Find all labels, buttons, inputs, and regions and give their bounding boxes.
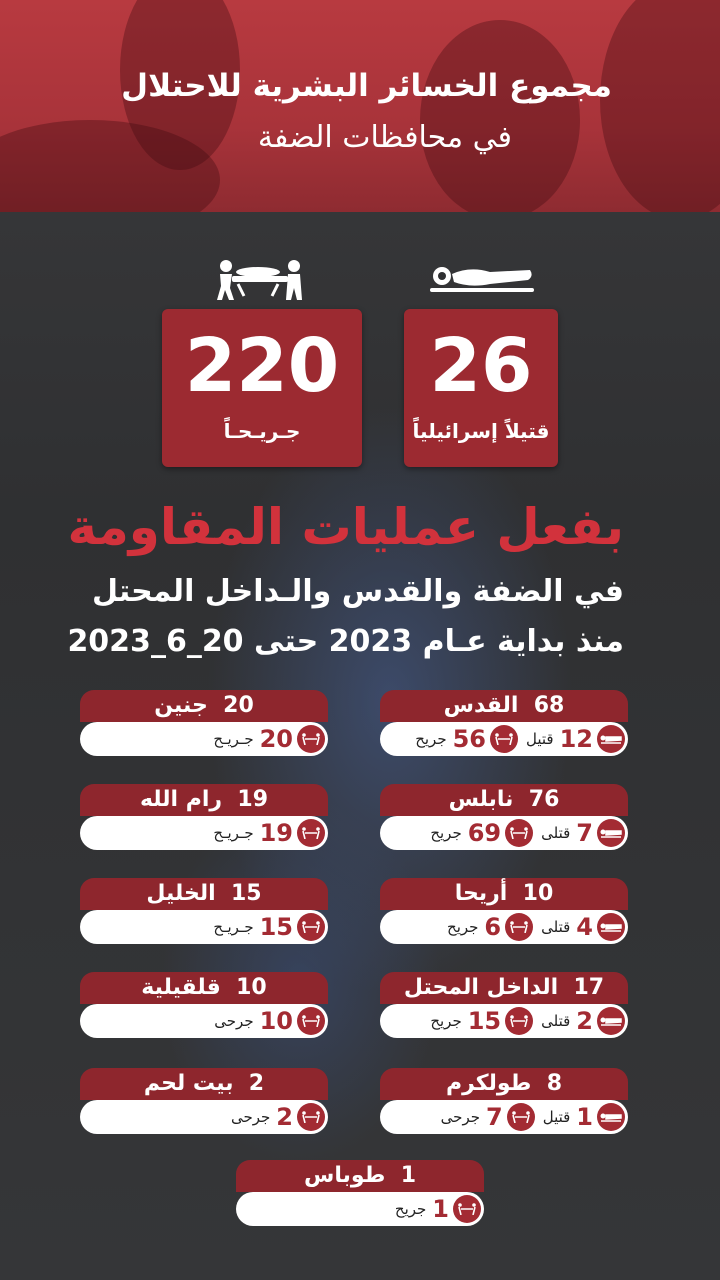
killed-label: قتيل: [542, 1108, 571, 1126]
wounded-label: جريح: [415, 730, 447, 748]
region-name: الداخل المحتل: [403, 975, 559, 1000]
wounded-label: جريح: [447, 918, 479, 936]
region-card-jericho: [380, 878, 628, 948]
region-card-jenin: [80, 690, 328, 760]
page-subtitle: في محافظات الضفة: [257, 120, 512, 155]
body-icon: [430, 262, 534, 300]
wounded-count: 56: [452, 725, 486, 753]
wounded-count: 6: [484, 913, 502, 941]
wounded-count: 15: [467, 1007, 502, 1035]
body-icon: [597, 819, 625, 847]
body-icon: [597, 725, 625, 753]
wounded-count: 10: [259, 1007, 293, 1035]
region-total: 15: [230, 881, 262, 906]
region-card-hebron: [80, 878, 328, 948]
wounded-count: 2: [276, 1103, 293, 1131]
wounded-label: جـريـح: [213, 730, 254, 748]
body-icon: [597, 913, 625, 941]
killed-label: قتلى: [541, 1012, 571, 1030]
region-total: 2: [248, 1071, 265, 1096]
region-total: 17: [573, 975, 605, 1000]
killed-count: 7: [576, 819, 593, 847]
region-name: نابلس: [448, 787, 514, 812]
date-line: منذ بداية عـام 2023 حتى 20_6_2023: [67, 624, 624, 659]
wounded-label: جريح: [430, 1012, 462, 1030]
killed-label: قتلى: [541, 824, 571, 842]
wounded-label: جرحى: [440, 1108, 480, 1126]
killed-total-value: 26: [429, 323, 533, 409]
wounded-count: 15: [259, 913, 293, 941]
stretcher-icon: [297, 725, 325, 753]
region-card-tulkarm: [380, 1068, 628, 1138]
region-card-bethlehem: [80, 1068, 328, 1138]
wounded-label: جرحى: [214, 1012, 254, 1030]
region-card-ramallah: [80, 784, 328, 854]
region-card-quds: [380, 690, 628, 760]
stretcher-icon: [490, 725, 518, 753]
stretcher-icon: [453, 1195, 481, 1223]
region-total: 8: [546, 1071, 563, 1096]
scope-line: في الضفة والقدس والـداخل المحتل: [92, 574, 624, 609]
stretcher-icon: [297, 1007, 325, 1035]
region-name: أريحا: [454, 881, 508, 906]
wounded-total-label: جـريـحـاً: [223, 419, 301, 443]
wounded-label: جـريـح: [213, 918, 254, 936]
region-total: 20: [223, 693, 254, 718]
wounded-count: 69: [467, 819, 502, 847]
stretcher-icon: [507, 1103, 535, 1131]
wounded-total-box: [162, 309, 362, 467]
wounded-count: 19: [259, 819, 293, 847]
region-name: طوباس: [303, 1163, 386, 1188]
body-icon: [597, 1007, 625, 1035]
region-name: القدس: [443, 693, 519, 718]
killed-total-label: قتيلاً إسرائيلياً: [412, 419, 550, 443]
page-title: مجموع الخسائر البشرية للاحتلال: [121, 68, 612, 104]
wounded-count: 20: [259, 725, 293, 753]
region-name: الخليل: [146, 881, 216, 906]
region-name: جنين: [154, 693, 208, 718]
region-name: قلقيلية: [141, 975, 221, 1000]
region-total: 10: [522, 881, 554, 906]
killed-total-box: [404, 309, 558, 467]
region-name: رام الله: [139, 787, 223, 812]
wounded-label: جريح: [394, 1200, 427, 1218]
wounded-count: 7: [486, 1103, 503, 1131]
wounded-count: 1: [432, 1195, 449, 1223]
wounded-total-value: 220: [184, 323, 340, 409]
stretcher-icon: [505, 819, 533, 847]
wounded-label: جرحى: [230, 1108, 271, 1126]
region-card-nablus: [380, 784, 628, 854]
region-total: 10: [236, 975, 267, 1000]
region-card-qalqilya: [80, 972, 328, 1042]
killed-count: 1: [576, 1103, 593, 1131]
headline: بفعل عمليات المقاومة: [67, 498, 624, 556]
region-card-tubas: [236, 1160, 484, 1230]
killed-count: 4: [576, 913, 593, 941]
stretcher-icon: [505, 1007, 533, 1035]
stretcher-icon: [214, 258, 306, 306]
region-name: طولكرم: [445, 1071, 532, 1096]
wounded-label: جـريـح: [213, 824, 254, 842]
region-name: بيت لحم: [143, 1071, 234, 1096]
stretcher-icon: [505, 913, 533, 941]
stretcher-icon: [297, 913, 325, 941]
killed-label: قتلى: [541, 918, 571, 936]
stretcher-icon: [297, 1103, 325, 1131]
region-total: 1: [400, 1163, 417, 1188]
region-total: 68: [533, 693, 565, 718]
region-total: 19: [237, 787, 269, 812]
killed-count: 12: [559, 725, 593, 753]
header-banner: [0, 0, 720, 212]
killed-count: 2: [576, 1007, 593, 1035]
region-card-interior: [380, 972, 628, 1042]
killed-label: قتيل: [526, 730, 554, 748]
wounded-label: جريح: [430, 824, 462, 842]
region-total: 76: [528, 787, 560, 812]
body-icon: [597, 1103, 625, 1131]
stretcher-icon: [297, 819, 325, 847]
